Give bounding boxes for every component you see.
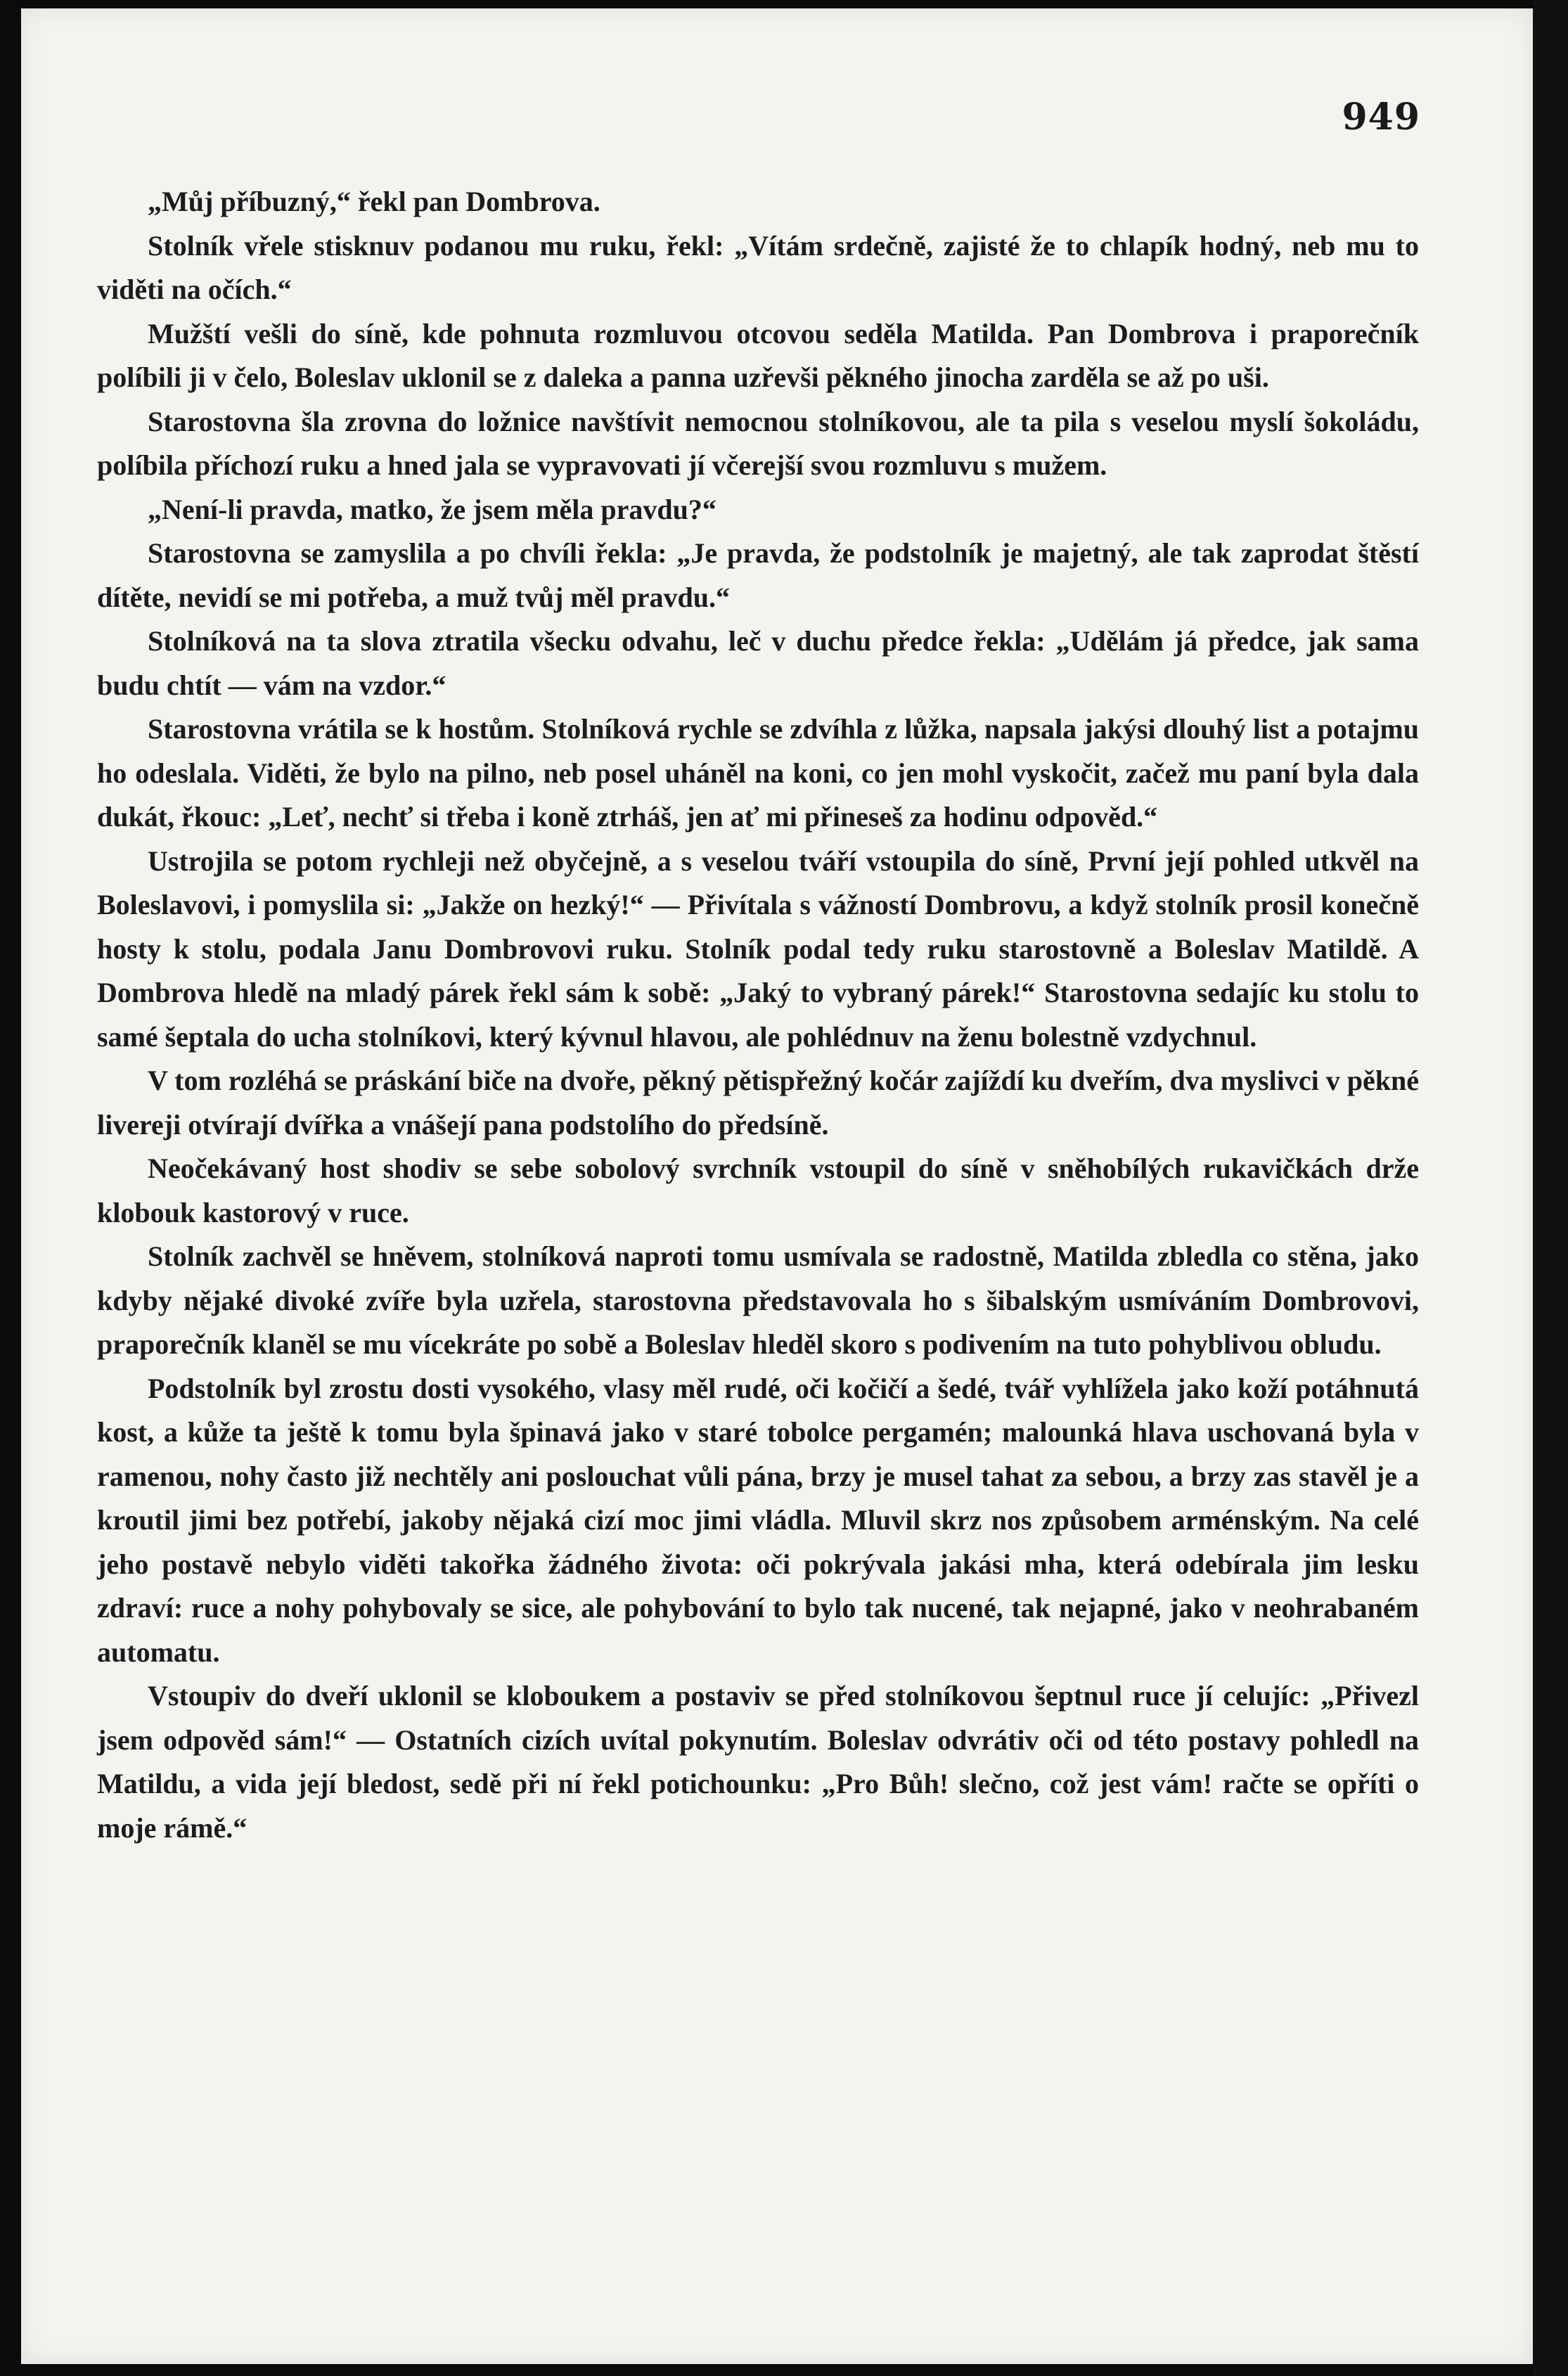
paragraph: Stolník zachvěl se hněvem, stolníková naproti tomu usmívala se radostně, Matilda zbledla co stěna, jako kdyby nějaké divoké zvíře byla uzřela, starostovna představovala ho s šibalským usmíváním Dombrovovi, praporečník klaněl se mu vícekráte po sobě a Boleslav hleděl skoro s podivením na tuto pohyblivou obludu. [97, 1240, 1419, 1360]
paragraph: „Můj příbuzný,“ řekl pan Dombrova. [148, 186, 600, 217]
page-number: 949 [1342, 96, 1420, 139]
paragraph: Podstolník byl zrostu dosti vysokého, vlasy měl rudé, oči kočičí a šedé, tvář vyhlížela jako koží potáhnutá kost, a kůže ta ještě k tomu byla špinavá jako v staré tobolce pergamén; malounká hlava uschovaná byla v ramenou, nohy často již nechtěly ani poslouchat vůli pána, brzy je musel tahat za sebou, a brzy zas stavěl je a kroutil jimi bez potřebí, jakoby nějaká cizí moc jimi vládla. Mluvil skrz nos způsobem arménským. Na celé jeho postavě nebylo viděti takořka žádného života: oči pokrývala jakási mha, která odebírala jim lesku zdraví: ruce a nohy pohybovaly se sice, ale pohybování to bylo tak nucené, tak nejapné, jako v neohrabaném automatu. [97, 1372, 1419, 1668]
paragraph: „Není-li pravda, matko, že jsem měla pravdu?“ [148, 493, 716, 525]
paragraph: Stolník vřele stisknuv podanou mu ruku, řekl: „Vítám srdečně, zajisté že to chlapík hodný, neb mu to viděti na očích.“ [97, 229, 1419, 305]
paragraph: Neočekávaný host shodiv se sebe sobolový svrchník vstoupil do síně v sněhobílých rukavičkách drže klobouk kastorový v ruce. [97, 1152, 1419, 1228]
paragraph: Vstoupiv do dveří uklonil se kloboukem a postaviv se před stolníkovou šeptnul ruce jí celujíc: „Přivezl jsem odpověd sám!“ — Ostatních cizích uvítal pokynutím. Boleslav odvrátiv oči od této postavy pohledl na Matildu, a vida její bledost, sedě při ní řekl potichounku: „Pro Bůh! slečno, což jest vám! račte se opříti o moje rámě.“ [97, 1680, 1419, 1844]
paragraph: Ustrojila se potom rychleji než obyčejně, a s veselou tváří vstoupila do síně, První její pohled utkvěl na Boleslavovi, i pomyslila si: „Jakže on hezký!“ — Přivítala s vážností Dombrovu, a když stolník prosil konečně hosty k stolu, podala Janu Dombrovovi ruku. Stolník podal tedy ruku starostovně a Boleslav Matildě. A Dombrova hledě na mladý párek řekl sám k sobě: „Jaký to vybraný párek!“ Starostovna sedajíc ku stolu to samé šeptala do ucha stolníkovi, který kývnul hlavou, ale pohlédnuv na ženu bolestně vzdychnul. [97, 845, 1419, 1053]
paragraph: V tom rozléhá se práskání biče na dvoře, pěkný pětispřežný kočár zajíždí ku dveřím, dva myslivci v pěkné livereji otvírají dvířka a vnášejí pana podstolího do předsíně. [97, 1065, 1419, 1141]
paragraph: Starostovna se zamyslila a po chvíli řekla: „Je pravda, že podstolník je majetný, ale tak zaprodat štěstí dítěte, nevidí se mi potřeba, a muž tvůj měl pravdu.“ [97, 537, 1419, 613]
paragraph: Stolníková na ta slova ztratila všecku odvahu, leč v duchu předce řekla: „Udělám já předce, jak sama budu chtít — vám na vzdor.“ [97, 625, 1419, 701]
scan-edge [1533, 0, 1568, 2376]
book-page [21, 8, 1533, 2364]
paragraph: Starostovna vrátila se k hostům. Stolníková rychle se zdvíhla z lůžka, napsala jakýsi dlouhý list a potajmu ho odeslala. Viděti, že bylo na pilno, neb posel uháněl na koni, co jen mohl vyskočit, začež mu paní byla dala dukát, řkouc: „Leť, nechť si třeba i koně ztrháš, jen ať mi přineseš za hodinu odpověd.“ [97, 713, 1419, 833]
paragraph: Starostovna šla zrovna do ložnice navštívit nemocnou stolníkovou, ale ta pila s veselou myslí šokoládu, políbila příchozí ruku a hned jala se vypravovati jí včerejší svou rozmluvu s mužem. [97, 405, 1419, 481]
paragraph: Mužští vešli do síně, kde pohnuta rozmluvou otcovou seděla Matilda. Pan Dombrova i praporečník políbili ji v čelo, Boleslav uklonil se z daleka a panna uzřevši pěkného jinocha zarděla se až po uši. [97, 317, 1419, 393]
body-text [97, 180, 1419, 1850]
